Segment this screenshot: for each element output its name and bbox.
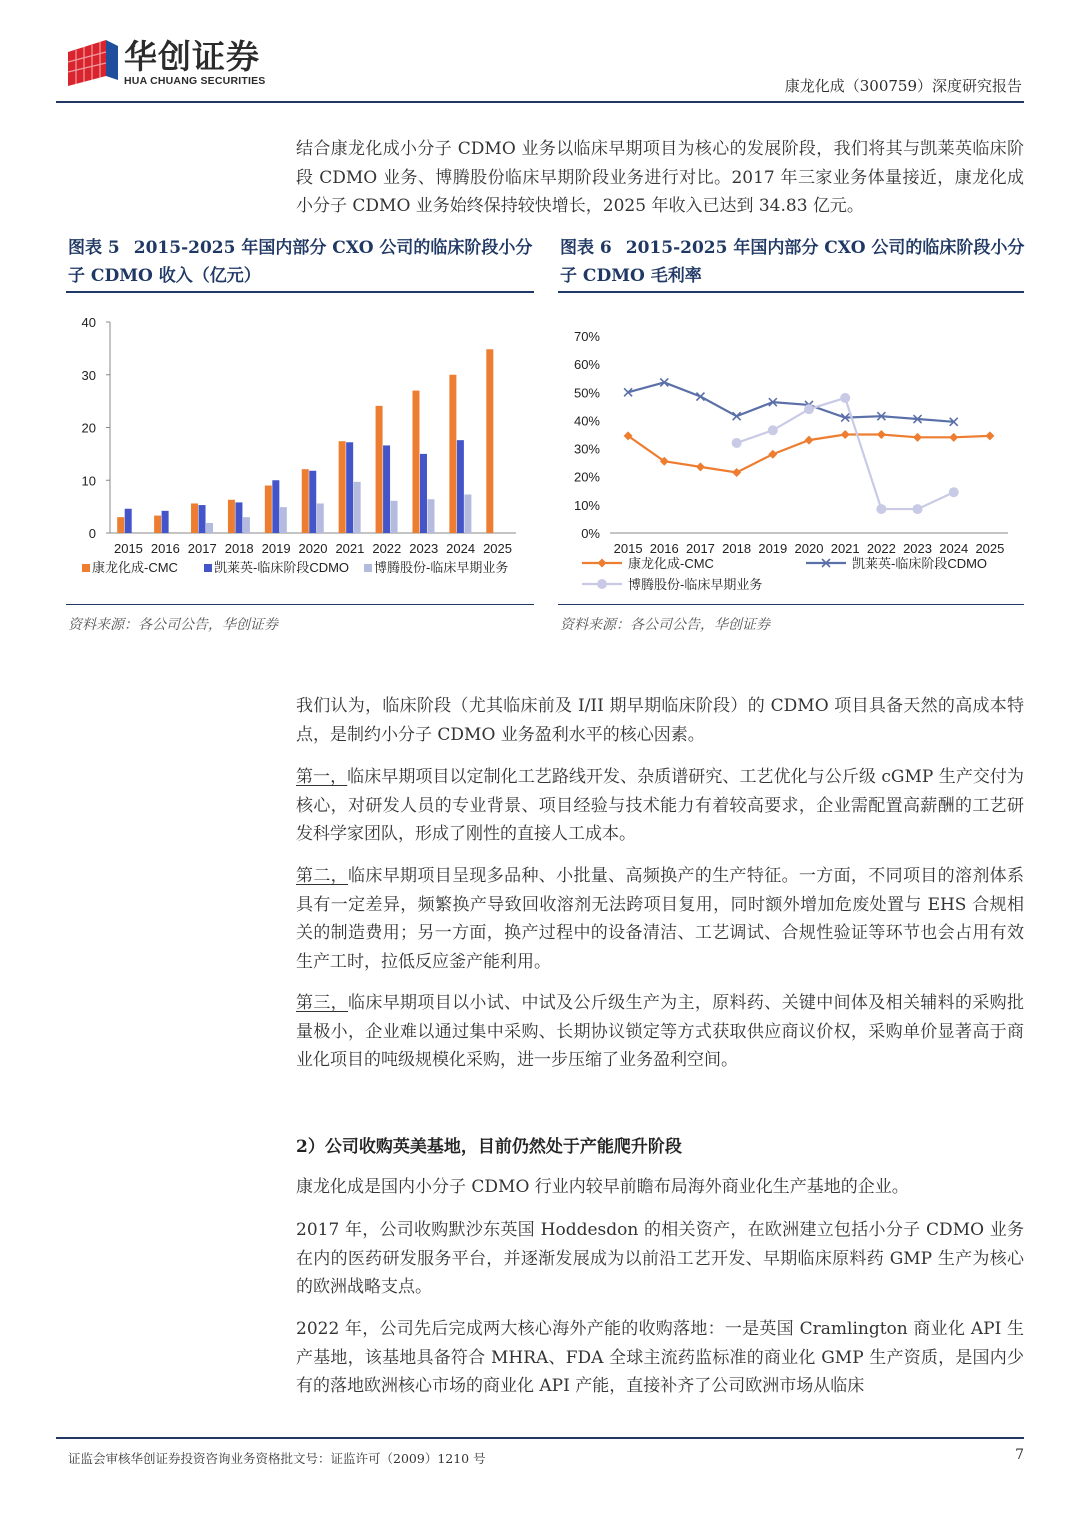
- x-tick-label: 2023: [409, 541, 439, 556]
- bar-1-2024: [449, 375, 456, 533]
- figure-5-caption: [68, 234, 534, 290]
- x-tick-label: 2020: [794, 541, 824, 556]
- x-tick-label: 2018: [722, 541, 752, 556]
- figure-5-title: 2015-2025 年国内部分 CXO 公司的临床阶段小分子 CDMO 收入（亿元）: [68, 238, 533, 286]
- header-divider: [56, 101, 1024, 103]
- y-tick-label: 10: [81, 473, 96, 489]
- bar-3-2020: [317, 503, 324, 533]
- paragraph-first-point: [296, 763, 1024, 849]
- point-3-2023: [913, 504, 923, 514]
- figure-6-tag: 图表 6: [560, 238, 612, 258]
- y-tick-label: 30: [81, 367, 96, 383]
- margin-line-chart: [558, 296, 1024, 602]
- point-1-2017: [696, 462, 705, 471]
- figure-5-bottom-rule: [66, 604, 534, 605]
- figure-5-source: 资料来源：各公司公告，华创证券: [68, 617, 278, 633]
- x-tick-label: 2018: [224, 541, 254, 556]
- point-1-2018: [732, 468, 741, 477]
- figure-6-caption: [560, 234, 1026, 290]
- brand-name-en: HUA CHUANG SECURITIES: [124, 75, 266, 87]
- legend-swatch-1: [82, 564, 90, 572]
- bar-1-2020: [302, 469, 309, 533]
- bar-1-2019: [265, 486, 272, 533]
- y-tick-label: 0%: [581, 526, 600, 541]
- bar-2-2018: [235, 502, 242, 533]
- bar-1-2022: [376, 406, 383, 533]
- y-tick-label: 40: [81, 315, 96, 330]
- bar-3-2023: [427, 499, 434, 533]
- figure-6-top-rule: [558, 291, 1024, 293]
- x-tick-label: 2016: [649, 541, 679, 556]
- point-1-2023: [913, 433, 922, 442]
- legend-marker-3: [597, 579, 607, 589]
- legend-label-1: 康龙化成-CMC: [92, 560, 178, 575]
- point-3-2020: [804, 404, 814, 414]
- second-point-lead: 第二，: [296, 866, 349, 886]
- brand-name: 华创证券: [124, 37, 260, 76]
- y-tick-label: 40%: [573, 413, 600, 429]
- intro-paragraph: 结合康龙化成小分子 CDMO 业务以临床早期项目为核心的发展阶段，我们将其与凯莱英临床阶段 CDMO 业务、博腾股份临床早期阶段业务进行对比。2017 年三家业务体量接近，康龙化成小分子 CDMO 业务始终保持较快增长，2025 年收入已达到 34.83 亿元。: [296, 139, 1024, 216]
- footer-license-note: 证监会审核华创证券投资咨询业务资格批文号：证监许可（2009）1210 号: [68, 1451, 486, 1466]
- bar-1-2017: [191, 503, 198, 533]
- bar-3-2018: [243, 517, 250, 533]
- third-point-lead: 第三，: [296, 993, 349, 1013]
- x-tick-label: 2023: [903, 541, 933, 556]
- x-tick-label: 2015: [613, 541, 643, 556]
- y-tick-label: 0: [88, 526, 96, 541]
- series-line-2: [628, 382, 954, 421]
- bar-2-2017: [199, 505, 206, 533]
- figure-6-bottom-rule: [558, 604, 1024, 605]
- x-tick-label: 2022: [866, 541, 896, 556]
- x-tick-label: 2019: [758, 541, 788, 556]
- bar-2-2024: [457, 440, 464, 533]
- point-3-2018: [732, 438, 742, 448]
- bar-1-2016: [154, 516, 161, 533]
- figure-5-tag: 图表 5: [68, 238, 120, 258]
- revenue-bar-chart: [66, 296, 534, 602]
- bar-3-2021: [354, 482, 361, 533]
- paragraph-2017-acquisition: 2017 年，公司收购默沙东英国 Hoddesdon 的相关资产，在欧洲建立包括小分子 CDMO 业务在内的医药研发服务平台，并逐渐发展成为以前沿工艺开发、早期临床原料药 GMP 生产为核心的欧洲战略支点。: [296, 1220, 1024, 1297]
- bar-3-2022: [391, 501, 398, 533]
- bar-1-2018: [228, 500, 235, 533]
- x-tick-label: 2021: [335, 541, 365, 556]
- x-tick-label: 2021: [830, 541, 860, 556]
- report-title: 康龙化成（300759）深度研究报告: [784, 77, 1022, 95]
- x-tick-label: 2017: [685, 541, 715, 556]
- y-tick-label: 20%: [573, 469, 600, 485]
- bar-2-2021: [346, 442, 353, 533]
- bar-1-2025: [486, 349, 493, 533]
- x-tick-label: 2015: [113, 541, 143, 556]
- x-tick-label: 2024: [446, 541, 476, 556]
- legend-label-3: 博腾股份-临床早期业务: [628, 577, 763, 592]
- legend-swatch-3: [364, 564, 372, 572]
- legend-marker-1: [598, 559, 607, 568]
- point-1-2020: [805, 436, 814, 445]
- y-tick-label: 70%: [573, 329, 600, 344]
- bar-2-2016: [162, 511, 169, 533]
- y-tick-label: 10%: [573, 497, 600, 513]
- section-heading: 2）公司收购英美基地，目前仍然处于产能爬升阶段: [296, 1137, 682, 1157]
- bar-3-2019: [280, 507, 287, 533]
- point-1-2025: [985, 431, 994, 440]
- point-3-2024: [949, 487, 959, 497]
- x-tick-label: 2025: [483, 541, 513, 556]
- page-number: 7: [1015, 1447, 1024, 1463]
- point-1-2019: [768, 450, 777, 459]
- paragraph-third-point: [296, 989, 1024, 1075]
- x-tick-label: 2022: [372, 541, 402, 556]
- bar-1-2021: [339, 441, 346, 533]
- figure-5-top-rule: [66, 291, 534, 293]
- y-tick-label: 30%: [573, 441, 600, 457]
- y-tick-label: 60%: [573, 357, 600, 373]
- legend-label-2: 凯莱英-临床阶段CDMO: [852, 556, 988, 571]
- second-point-text: 临床早期项目呈现多品种、小批量、高频换产的生产特征。一方面，不同项目的溶剂体系具有一定差异，频繁换产导致回收溶剂无法跨项目复用，同时额外增加危废处置与 EHS 合规相关的制造费用；另一方面，换产过程中的设备清洁、工艺调试、合规性验证等环节也会占用有效生产工时，拉低反应釜产能利用。: [296, 866, 1025, 972]
- x-tick-label: 2020: [298, 541, 328, 556]
- x-tick-label: 2024: [939, 541, 969, 556]
- footer-divider: [56, 1437, 1024, 1439]
- first-point-lead: 第一，: [296, 767, 348, 787]
- x-tick-label: 2017: [187, 541, 217, 556]
- paragraph-second-point: [296, 862, 1024, 976]
- bar-2-2019: [272, 480, 279, 533]
- point-3-2019: [768, 425, 778, 435]
- bar-2-2023: [420, 454, 427, 533]
- x-tick-label: 2016: [150, 541, 180, 556]
- bar-2-2020: [309, 471, 316, 533]
- y-tick-label: 20: [81, 420, 96, 436]
- point-1-2022: [877, 430, 886, 439]
- point-1-2024: [949, 433, 958, 442]
- bar-2-2022: [383, 445, 390, 533]
- legend-label-3: 博腾股份-临床早期业务: [374, 560, 509, 575]
- figure-6-source: 资料来源：各公司公告，华创证券: [560, 617, 770, 633]
- bar-1-2015: [117, 517, 124, 533]
- brand-logo-icon: [66, 38, 120, 88]
- point-3-2022: [876, 504, 886, 514]
- first-point-text: 临床早期项目以定制化工艺路线开发、杂质谱研究、工艺优化与公斤级 cGMP 生产交付为核心，对研发人员的专业背景、项目经验与技术能力有着较高要求，企业需配置高薪酬的工艺研发科学家团队，形成了刚性的直接人工成本。: [296, 767, 1024, 844]
- paragraph-overseas-layout: 康龙化成是国内小分子 CDMO 行业内较早前瞻布局海外商业化生产基地的企业。: [296, 1177, 909, 1197]
- bar-1-2023: [412, 391, 419, 533]
- point-1-2021: [841, 430, 850, 439]
- y-tick-label: 50%: [573, 385, 600, 401]
- legend-label-1: 康龙化成-CMC: [628, 556, 714, 571]
- paragraph-cost-reason: 我们认为，临床阶段（尤其临床前及 I/II 期早期临床阶段）的 CDMO 项目具备天然的高成本特点，是制约小分子 CDMO 业务盈利水平的核心因素。: [296, 696, 1024, 745]
- point-3-2021: [840, 393, 850, 403]
- bar-3-2024: [464, 494, 471, 533]
- figure-6-title: 2015-2025 年国内部分 CXO 公司的临床阶段小分子 CDMO 毛利率: [560, 238, 1025, 286]
- paragraph-2022-acquisition: 2022 年，公司先后完成两大核心海外产能的收购落地：一是英国 Cramlington 商业化 API 生产基地，该基地具备符合 MHRA、FDA 全球主流药监标准的商业化 GMP 生产资质，是国内少有的落地欧洲核心市场的商业化 API 产能，直接补齐了公司欧洲市场从临床: [296, 1319, 1024, 1396]
- x-tick-label: 2025: [975, 541, 1005, 556]
- x-tick-label: 2019: [261, 541, 291, 556]
- legend-swatch-2: [204, 564, 212, 572]
- bar-3-2017: [206, 523, 213, 533]
- legend-label-2: 凯莱英-临床阶段CDMO: [214, 560, 350, 575]
- bar-2-2015: [125, 509, 132, 533]
- third-point-text: 临床早期项目以小试、中试及公斤级生产为主，原料药、关键中间体及相关辅料的采购批量极小，企业难以通过集中采购、长期协议锁定等方式获取供应商议价权，采购单价显著高于商业化项目的吨级规模化采购，进一步压缩了业务盈利空间。: [296, 993, 1025, 1070]
